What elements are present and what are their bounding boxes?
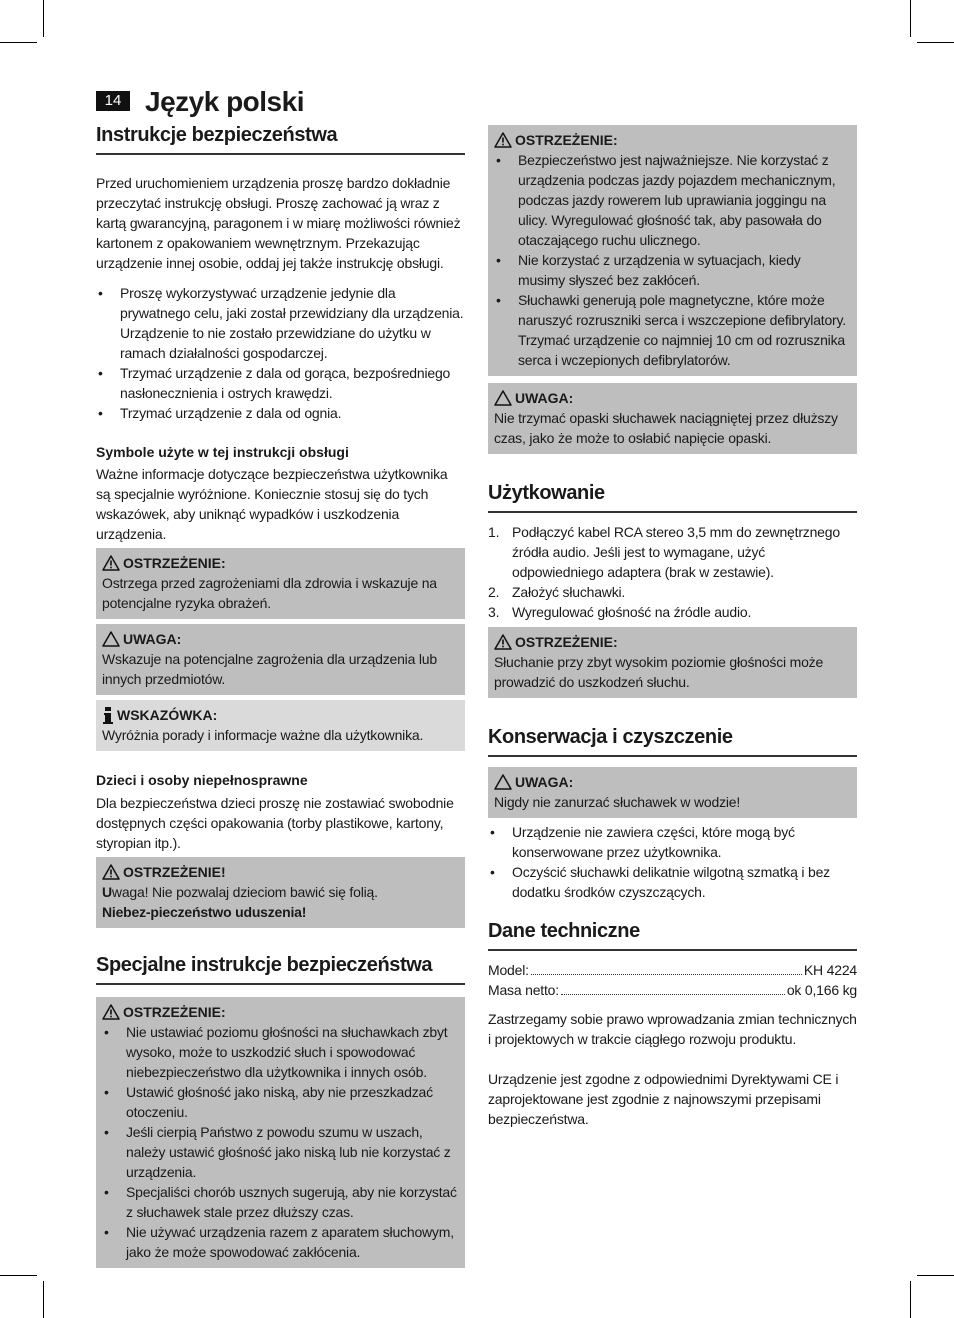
maintenance-list [488, 822, 857, 902]
hint-box [96, 700, 465, 751]
spec-value: ok 0,166 kg [786, 982, 857, 998]
section-heading-maintenance: Konserwacja i czyszczenie [488, 724, 857, 757]
section-heading-technical: Dane techniczne [488, 918, 857, 951]
crop-mark [910, 0, 911, 37]
box-title: UWAGA: [515, 774, 574, 790]
children-warning-box [96, 857, 465, 928]
warning-triangle-icon [102, 864, 120, 880]
step-number: 3. [488, 604, 500, 620]
water-caution-box [488, 767, 857, 818]
left-column [96, 122, 465, 1268]
box-title: OSTRZEŻENIE: [515, 634, 618, 650]
box-title: UWAGA: [123, 631, 182, 647]
crop-mark [917, 42, 954, 43]
section-heading-safety: Instrukcje bezpieczeństwa [96, 122, 465, 155]
spec-table [488, 960, 857, 1000]
box-title: WSKAZÓWKA: [117, 707, 218, 723]
box-title: OSTRZEŻENIE: [123, 555, 226, 571]
crop-mark [910, 1281, 911, 1318]
headband-caution-box [488, 383, 857, 454]
step-text: Podłączyć kabel RCA stereo 3,5 mm do zewnętrznego źródła audio. Jeśli jest to wymagane, użyć odpowiedniego adaptera (brak w zestawie). [512, 524, 840, 580]
step-text: Wyregulować głośność na źródle audio. [512, 604, 752, 620]
box-text: Wyróżnia porady i informacje ważne dla użytkownika. [102, 727, 424, 743]
box-text [102, 882, 459, 902]
box-title: OSTRZEŻENIE: [123, 1004, 226, 1020]
list-item [488, 582, 857, 602]
children-heading: Dzieci i osoby niepełnosprawne [96, 772, 308, 788]
list-item: • Nie ustawiać poziomu głośności na słuchawkach zbyt wysoko, może to uszkodzić słuch i spowodować niebezpieczeństwo dla użytkownika i innych osób. [102, 1022, 459, 1082]
spec-row [488, 980, 857, 1000]
special-warning-box [96, 997, 465, 1268]
step-number: 1. [488, 524, 500, 540]
first-letter: U [102, 884, 112, 900]
warning-box [96, 548, 465, 619]
box-text-bold: Niebez-pieczeństwo uduszenia! [102, 904, 307, 920]
crop-mark [43, 1281, 44, 1318]
caution-box [96, 624, 465, 695]
caution-triangle-icon [494, 774, 512, 790]
list-item: • Trzymać urządzenie z dala od ognia. [96, 403, 465, 423]
box-text: Wskazuje na potencjalne zagrożenia dla urządzenia lub innych przedmiotów. [102, 651, 437, 687]
conformity-note: Urządzenie jest zgodne z odpowiednimi Dyrektywami CE i zaprojektowane jest zgodnie z najnowszymi przepisami bezpieczeństwa. [488, 1071, 839, 1127]
step-text: Założyć słuchawki. [512, 584, 626, 600]
right-column [488, 125, 857, 1129]
volume-warning-box [488, 627, 857, 698]
list-item: • Specjaliści chorób usznych sugerują, aby nie korzystać z słuchawek stale przez dłuższy czas. [102, 1182, 459, 1222]
list-item: • Trzymać urządzenie z dala od gorąca, bezpośredniego nasłonecznienia i ostrych krawędzi. [96, 363, 465, 403]
dot-leader [561, 980, 785, 995]
section-heading-special: Specjalne instrukcje bezpieczeństwa [96, 952, 465, 985]
box-text: Słuchanie przy zbyt wysokim poziomie głośności może prowadzić do uszkodzeń słuchu. [494, 654, 824, 690]
list-item: • Nie korzystać z urządzenia w sytuacjach, kiedy musimy słyszeć bez zakłóceń. [494, 250, 851, 290]
special-list [102, 1022, 459, 1262]
crop-mark [0, 42, 37, 43]
list-item: • Ustawić głośność jako niską, aby nie przeszkadzać otoczeniu. [102, 1082, 459, 1122]
warning-triangle-icon [102, 1004, 120, 1020]
list-item: • Jeśli cierpią Państwo z powodu szumu w uszach, należy ustawić głośność jako niską lub nie korzystać z urządzenia. [102, 1122, 459, 1182]
box-title: OSTRZEŻENIE: [515, 132, 618, 148]
technical-note: Zastrzegamy sobie prawo wprowadzania zmian technicznych i projektowych w trakcie ciągłego rozwoju produktu. [488, 1011, 857, 1047]
box-title: UWAGA: [515, 390, 574, 406]
box-text: Nie trzymać opaski słuchawek naciągniętej przez dłuższy czas, jako że może to osłabić napięcie opaski. [494, 410, 838, 446]
page-number: 14 [96, 91, 130, 111]
list-item: • Słuchawki generują pole magnetyczne, które może naruszyć rozruszniki serca i wszczepione defibrylatory. Trzymać urządzenie co najmniej 10 cm od rozrusznika serca i wczepionych defibrylatorów. [494, 290, 851, 370]
box-title: OSTRZEŻENIE! [123, 864, 226, 880]
dot-leader [531, 960, 802, 975]
page-title: Język polski [145, 86, 304, 117]
spec-row [488, 960, 857, 980]
warning-triangle-icon [494, 132, 512, 148]
section-heading-usage: Użytkowanie [488, 480, 857, 513]
caution-triangle-icon [102, 631, 120, 647]
spec-label: Masa netto: [488, 982, 559, 998]
warning-triangle-icon [494, 634, 512, 650]
warning-list [494, 150, 851, 370]
safety-intro: Przed uruchomieniem urządzenia proszę bardzo dokładnie przeczytać instrukcję obsługi. Proszę zachować ją wraz z kartą gwarancyjną, paragonem i w miarę możliwości również kartonem z opakowaniem wewnętrznym. Przekazując urządzenie innej osobie, oddaj jej także instrukcję obsługi. [96, 175, 461, 271]
crop-mark [917, 1275, 954, 1276]
list-item: • Nie używać urządzenia razem z aparatem słuchowym, jako że może spowodować zakłócenia. [102, 1222, 459, 1262]
info-icon [102, 707, 114, 724]
warning-triangle-icon [102, 555, 120, 571]
list-item [488, 602, 857, 622]
box-text: Nigdy nie zanurzać słuchawek w wodzie! [494, 794, 741, 810]
safety-list [96, 283, 465, 423]
list-item: • Urządzenie nie zawiera części, które mogą być konserwowane przez użytkownika. [488, 822, 857, 862]
step-number: 2. [488, 584, 500, 600]
spec-label: Model: [488, 962, 529, 978]
crop-mark [43, 0, 44, 37]
symbols-heading: Symbole użyte w tej instrukcji obsługi [96, 444, 349, 460]
traffic-warning-box [488, 125, 857, 376]
children-text: Dla bezpieczeństwa dzieci proszę nie zostawiać swobodnie dostępnych części opakowania (torby plastikowe, kartony, styropian itp.). [96, 795, 454, 851]
usage-steps [488, 522, 857, 622]
list-item [488, 522, 857, 582]
list-item: • Bezpieczeństwo jest najważniejsze. Nie korzystać z urządzenia podczas jazdy pojazdem mechanicznym, podczas jazdy rowerem lub uprawiania joggingu na ulicy. Wyregulować głośność tak, aby pasowała do otaczającego ruchu ulicznego. [494, 150, 851, 250]
crop-mark [0, 1275, 37, 1276]
warning-line: waga! Nie pozwalaj dzieciom bawić się folią. [111, 884, 378, 900]
list-item: • Oczyścić słuchawki delikatnie wilgotną szmatką i bez dodatku środków czyszczących. [488, 862, 857, 902]
box-text: Ostrzega przed zagrożeniami dla zdrowia i wskazuje na potencjalne ryzyka obrażeń. [102, 575, 437, 611]
spec-value: KH 4224 [803, 962, 857, 978]
list-item: • Proszę wykorzystywać urządzenie jedynie dla prywatnego celu, jaki został przewidziany dla urządzenia. Urządzenie to nie zostało przewidziane do użytku w ramach działalności gospodarczej. [96, 283, 465, 363]
symbols-text: Ważne informacje dotyczące bezpieczeństwa użytkownika są specjalnie wyróżnione. Koniecznie stosuj się do tych wskazówek, aby uniknąć wypadków i uszkodzenia urządzenia. [96, 466, 448, 542]
caution-triangle-icon [494, 390, 512, 406]
